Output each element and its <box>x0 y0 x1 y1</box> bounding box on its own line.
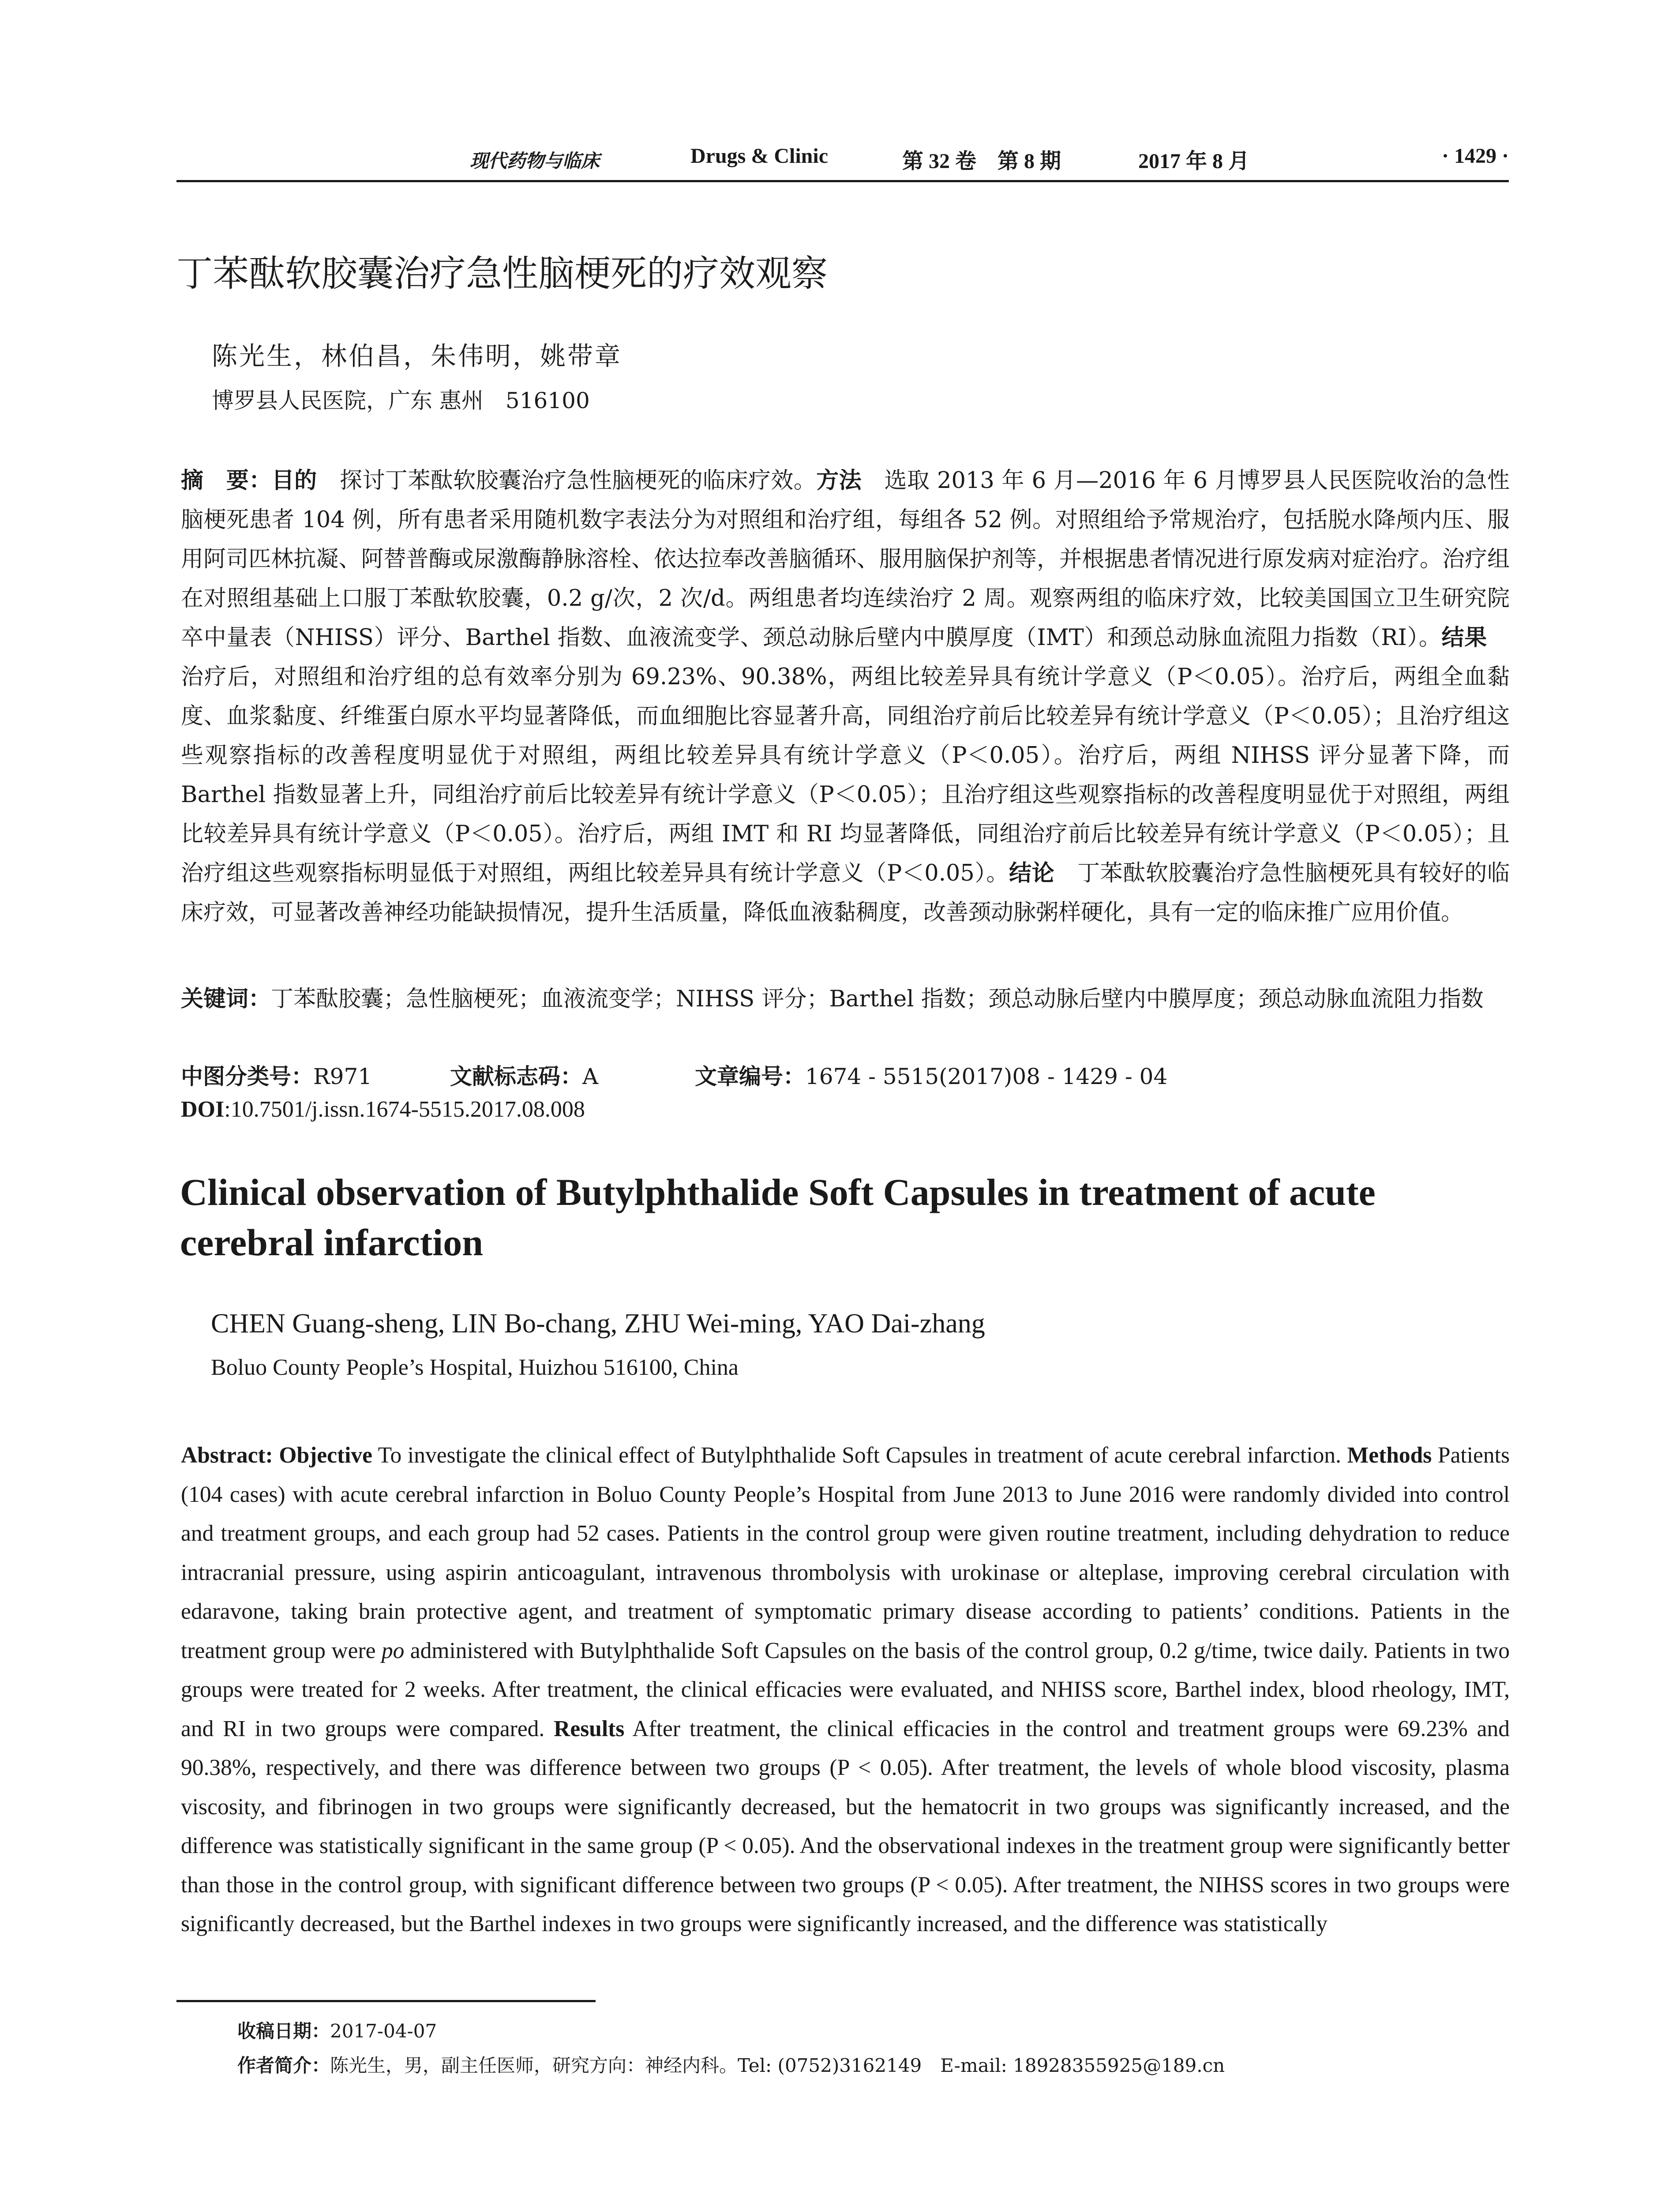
bio-value: 陈光生，男，副主任医师，研究方向：神经内科。Tel: (0752)3162149 E-mail: 18928355925@189.cn <box>330 2055 1225 2076</box>
abstract-label-cn: 摘 要： <box>181 468 272 494</box>
article-number <box>695 1059 1167 1091</box>
running-header <box>176 140 1509 182</box>
authors-cn: 陈光生，林伯昌，朱伟明，姚带章 <box>212 341 622 371</box>
methods-text-en-1: Patients (104 cases) with acute cerebral infarction in Boluo County People’s Hospital from June 2013 to June 2016 were randomly divided into control and treatment groups, and each group had 52 cases. Patients in the control group were given routine treatment, including dehydration to reduce intracranial pressure, using aspirin anticoagulant, intravenous thrombolysis with urokinase or alteplase, improving cerebral circulation with edaravone, taking brain protective agent, and treatment of symptomatic primary disease according to patients’ conditions. Patients in the treatment group were <box>181 1443 1510 1663</box>
keywords-cn <box>181 979 1510 1019</box>
doi-label: DOI <box>181 1097 225 1122</box>
document-code-value: A <box>582 1064 599 1089</box>
journal-name-en: Drugs & Clinic <box>690 144 828 168</box>
results-text-en: After treatment, the clinical efficacies in the control and treatment groups were 69.23% and 90.38%, respectively, and there was difference between two groups (P < 0.05). After treatment, the levels of whole blood viscosity, plasma viscosity, and fibrinogen in two groups were significantly decreased, but the hematocrit in two groups was significantly increased, and the difference was statistically significant in the same group (P < 0.05). And the observational indexes in the treatment group were significantly better than those in the control group, with significant difference between two groups (P < 0.05). After treatment, the NIHSS scores in two groups were significantly decreased, but the Barthel indexes in two groups were significantly increased, and the difference was statistically <box>181 1716 1510 1936</box>
methods-label-en: Methods <box>1347 1443 1432 1468</box>
volume-issue: 第 32 卷 第 8 期 <box>902 150 1061 173</box>
keywords-label-cn: 关键词： <box>181 986 271 1012</box>
author-bio <box>237 2048 1225 2083</box>
keywords-text-cn: 丁苯酞胶囊；急性脑梗死；血液流变学；NIHSS 评分；Barthel 指数；颈总动脉后壁内中膜厚度；颈总动脉血流阻力指数 <box>271 986 1484 1012</box>
bio-label: 作者简介： <box>237 2055 330 2076</box>
journal-name-cn: 现代药物与临床 <box>470 150 600 172</box>
issue-date: 2017 年 8 月 <box>1138 150 1250 173</box>
doi <box>181 1096 585 1122</box>
methods-text-en-2: administered with Butylphthalide Soft Capsules on the basis of the control group, 0.2 g/time, twice daily. Patients in two groups were treated for 2 weeks. After treatment, the clinical efficacies were evaluated, and NHISS score, Barthel index, blood rheology, IMT, and RI in two groups were compared. <box>181 1638 1510 1741</box>
classification-line <box>181 1059 1510 1094</box>
abstract-en <box>181 1436 1510 1944</box>
clc-value: R971 <box>313 1064 372 1089</box>
objective-label-cn: 目的 <box>271 468 317 494</box>
footnote-divider <box>176 2000 596 2002</box>
received-label: 收稿日期： <box>237 2020 330 2042</box>
page-number: · 1429 · <box>1441 144 1509 168</box>
methods-po: po <box>381 1638 405 1663</box>
document-code-label: 文献标志码： <box>450 1064 582 1089</box>
methods-text-cn: 选取 2013 年 6 月—2016 年 6 月博罗县人民医院收治的急性脑梗死患者 104 例，所有患者采用随机数字表法分为对照组和治疗组，每组各 52 例。对照组给予常规治疗，包括脱水降颅内压、服用阿司匹林抗凝、阿替普酶或尿激酶静脉溶栓、依达拉奉改善脑循环、服用脑保护剂等，并根据患者情况进行原发病对症治疗。治疗组在对照组基础上口服丁苯酞软胶囊，0.2 g/次，2 次/d。两组患者均连续治疗 2 周。观察两组的临床疗效，比较美国国立卫生研究院卒中量表（NHISS）评分、Barthel 指数、血液流变学、颈总动脉后壁内中膜厚度（IMT）和颈总动脉血流阻力指数（RI）。 <box>181 468 1510 651</box>
results-label-en: Results <box>554 1716 625 1741</box>
objective-text-en: To investigate the clinical effect of Butylphthalide Soft Capsules in treatment of acute cerebral infarction. <box>372 1443 1347 1468</box>
document-code <box>450 1059 598 1091</box>
results-label-cn: 结果 <box>1441 625 1487 651</box>
methods-label-cn: 方法 <box>816 468 862 494</box>
received-value: 2017-04-07 <box>330 2020 437 2042</box>
objective-label-en: Objective <box>279 1443 373 1468</box>
abstract-cn <box>181 461 1510 932</box>
clc-label: 中图分类号： <box>181 1064 313 1089</box>
abstract-label-en: Abstract: <box>181 1443 273 1468</box>
affiliation-cn: 博罗县人民医院，广东 惠州 516100 <box>212 388 590 413</box>
article-title-en: Clinical observation of Butylphthalide Soft Capsules in treatment of acute cerebral infarction <box>180 1171 1376 1264</box>
article-title-cn: 丁苯酞软胶囊治疗急性脑梗死的疗效观察 <box>176 253 828 295</box>
results-text-cn: 治疗后，对照组和治疗组的总有效率分别为 69.23%、90.38%，两组比较差异具有统计学意义（P＜0.05）。治疗后，两组全血黏度、血浆黏度、纤维蛋白原水平均显著降低，而血细胞比容显著升高，同组治疗前后比较差异有统计学意义（P＜0.05）；且治疗组这些观察指标的改善程度明显优于对照组，两组比较差异具有统计学意义（P＜0.05）。治疗后，两组 NIHSS 评分显著下降，而 Barthel 指数显著上升，同组治疗前后比较差异有统计学意义（P＜0.05）；且治疗组这些观察指标的改善程度明显优于对照组，两组比较差异具有统计学意义（P＜0.05）。治疗后，两组 IMT 和 RI 均显著降低，同组治疗前后比较差异有统计学意义（P＜0.05）；且治疗组这些观察指标明显低于对照组，两组比较差异具有统计学意义（P＜0.05）。 <box>181 625 1510 886</box>
article-number-value: 1674 - 5515(2017)08 - 1429 - 04 <box>805 1064 1168 1089</box>
conclusion-text-cn: 丁苯酞软胶囊治疗急性脑梗死具有较好的临床疗效，可显著改善神经功能缺损情况，提升生活质量，降低血液黏稠度，改善颈动脉粥样硬化，具有一定的临床推广应用价值。 <box>181 860 1510 926</box>
footnote <box>237 2014 1225 2083</box>
affiliation-en: Boluo County People’s Hospital, Huizhou 516100, China <box>211 1355 739 1380</box>
doi-value: :10.7501/j.issn.1674-5515.2017.08.008 <box>224 1097 585 1122</box>
article-number-label: 文章编号： <box>695 1064 805 1089</box>
received-date <box>237 2014 1225 2048</box>
conclusion-label-cn: 结论 <box>1009 860 1055 886</box>
objective-text-cn: 探讨丁苯酞软胶囊治疗急性脑梗死的临床疗效。 <box>317 468 817 494</box>
clc-number <box>181 1059 372 1091</box>
authors-en: CHEN Guang-sheng, LIN Bo-chang, ZHU Wei-ming, YAO Dai-zhang <box>211 1309 985 1339</box>
